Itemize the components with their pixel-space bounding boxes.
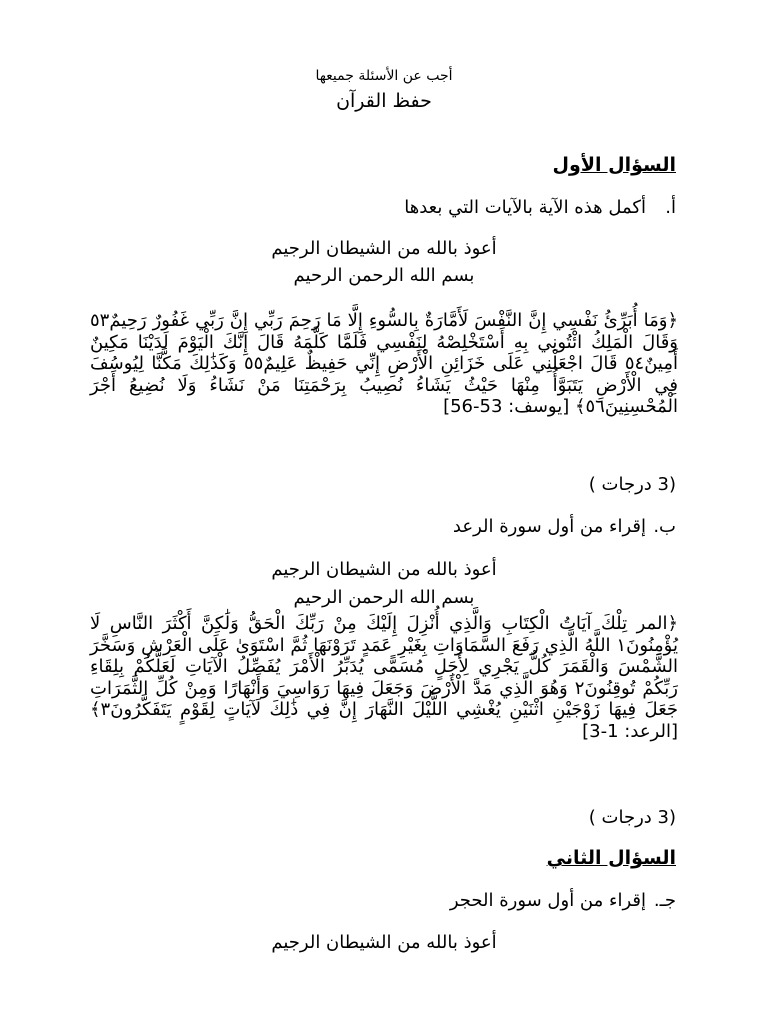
question-2-title: السؤال الثاني	[546, 847, 676, 869]
item-text: إقراء من أول سورة الحجر	[449, 890, 646, 911]
basmala-line: بسم الله الرحمن الرحيم	[293, 587, 475, 608]
grade-label: (3 درجات )	[588, 807, 676, 828]
exam-instruction: أجب عن الأسئلة جميعها	[315, 68, 453, 84]
basmala-line: بسم الله الرحمن الرحيم	[293, 265, 475, 286]
exam-subject: حفظ القرآن	[336, 90, 432, 112]
grade-label: (3 درجات )	[588, 474, 676, 495]
question-2c	[450, 890, 676, 911]
isti3adha-line: أعوذ بالله من الشيطان الرجيم	[271, 932, 497, 953]
isti3adha-line: أعوذ بالله من الشيطان الرجيم	[271, 238, 497, 259]
item-text: أكمل هذه الآية بالآيات التي بعدها	[404, 197, 646, 218]
item-letter: ب.	[653, 516, 676, 537]
item-letter: أ.	[665, 197, 676, 218]
question-1b	[453, 516, 676, 537]
question-1-title: السؤال الأول	[552, 154, 676, 176]
item-text: إقراء من أول سورة الرعد	[452, 516, 646, 537]
verse-raad: ﴿المر تِلْكَ آيَاتُ الْكِتَابِ وَالَّذِي أُنْزِلَ إِلَيْكَ مِنْ رَبِّكَ الْحَقُّ وَلَٰكِنَّ أَكْثَرَ النَّاسِ لَا يُؤْمِنُونَ١ اللَّهُ الَّذِي رَفَعَ السَّمَاوَاتِ بِغَيْرِ عَمَدٍ تَرَوْنَهَا ثُمَّ اسْتَوَىٰ عَلَى الْعَرْشِ وَسَخَّرَ الشَّمْسَ وَالْقَمَرَ كُلٌّ يَجْرِي لِأَجَلٍ مُسَمًّى يُدَبِّرُ الْأَمْرَ يُفَصِّلُ الْآيَاتِ لَعَلَّكُمْ بِلِقَاءِ رَبِّكُمْ تُوقِنُونَ٢ وَهُوَ الَّذِي مَدَّ الْأَرْضَ وَجَعَلَ فِيهَا رَوَاسِيَ وَأَنْهَارًا وَمِنْ كُلِّ الثَّمَرَاتِ جَعَلَ فِيهَا زَوْجَيْنِ اثْنَيْنِ يُغْشِي اللَّيْلَ النَّهَارَ إِنَّ فِي ذَٰلِكَ لَآيَاتٍ لِقَوْمٍ يَتَفَكَّرُونَ٣﴾ [الرعد: 1-3]	[90, 613, 678, 742]
verse-yusuf: ﴿وَمَا أُبَرِّئُ نَفْسِي إِنَّ النَّفْسَ لَأَمَّارَةٌ بِالسُّوءِ إِلَّا مَا رَحِمَ رَبِّي إِنَّ رَبِّي غَفُورٌ رَحِيمٌ٥٣ وَقَالَ الْمَلِكُ ائْتُونِي بِهِ أَسْتَخْلِصْهُ لِنَفْسِي فَلَمَّا كَلَّمَهُ قَالَ إِنَّكَ الْيَوْمَ لَدَيْنَا مَكِينٌ أَمِينٌ٥٤ قَالَ اجْعَلْنِي عَلَى خَزَائِنِ الْأَرْضِ إِنِّي حَفِيظٌ عَلِيمٌ٥٥ وَكَذَٰلِكَ مَكَّنَّا لِيُوسُفَ فِي الْأَرْضِ يَتَبَوَّأُ مِنْهَا حَيْثُ يَشَاءُ نُصِيبُ بِرَحْمَتِنَا مَنْ نَشَاءُ وَلَا نُضِيعُ أَجْرَ الْمُحْسِنِينَ٥٦﴾ [يوسف: 53-56]	[90, 310, 678, 417]
isti3adha-line: أعوذ بالله من الشيطان الرجيم	[271, 559, 497, 580]
question-1a	[404, 197, 676, 218]
item-letter: جـ.	[653, 890, 676, 911]
